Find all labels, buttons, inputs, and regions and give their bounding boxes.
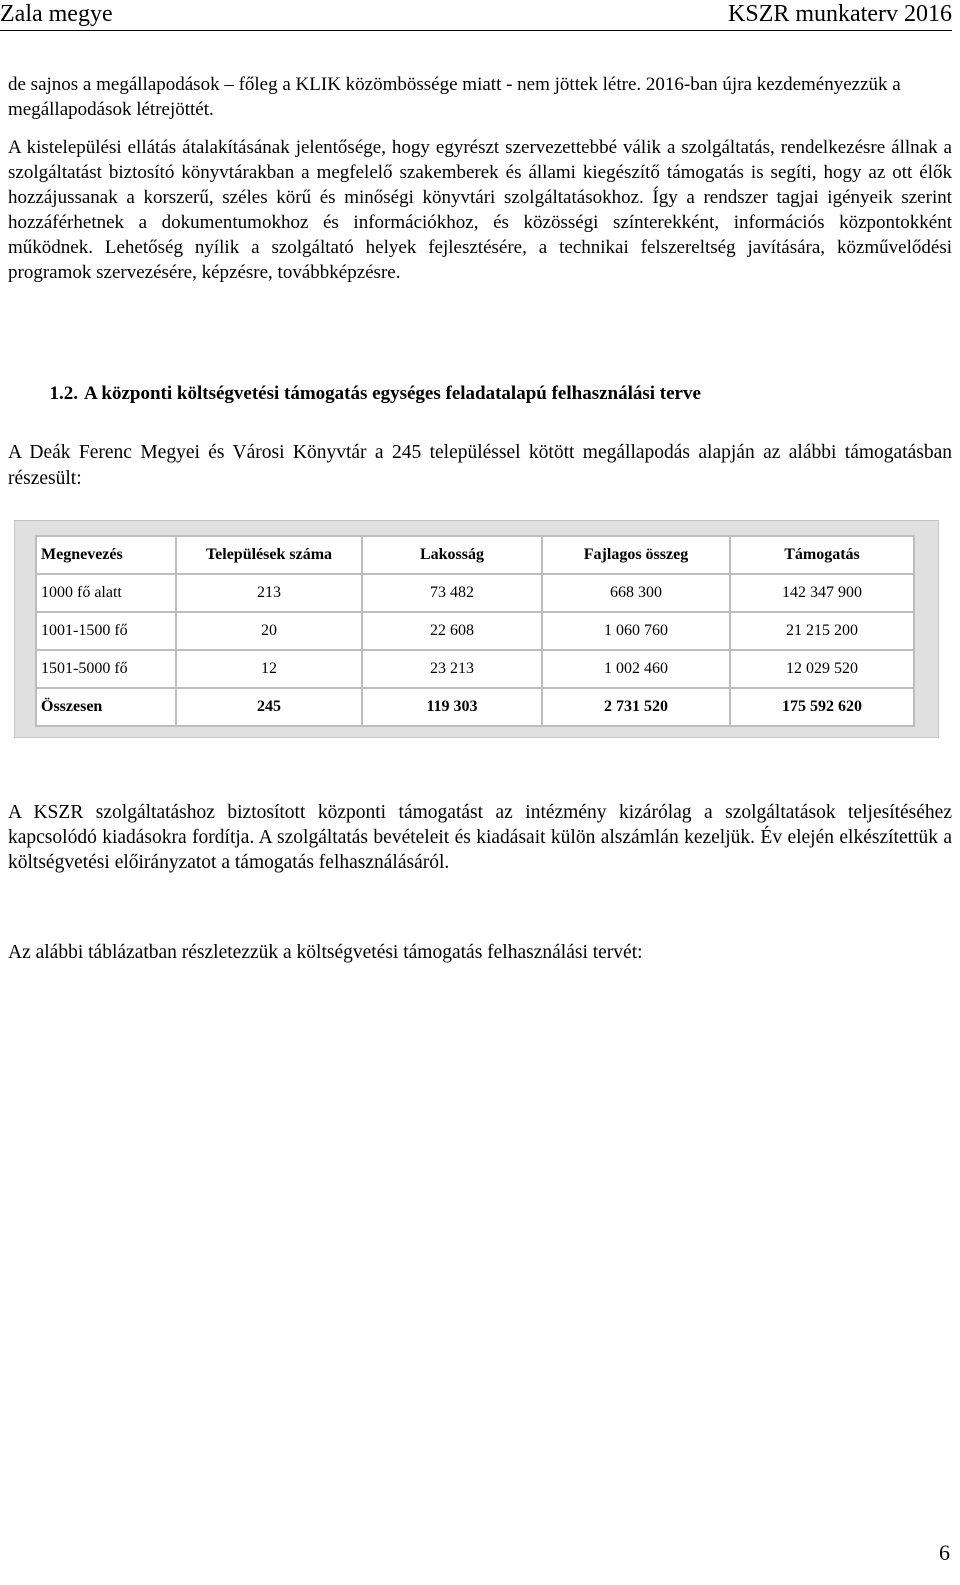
paragraph-agreements: de sajnos a megállapodások – főleg a KLIK közömbössége miatt - nem jöttek létre. 2016-ban újra kezdeményezzük a megállapodások létrejöttét. <box>8 74 901 120</box>
table-total-cell: 245 <box>176 688 362 726</box>
table-header-cell: Támogatás <box>730 536 914 574</box>
paragraph-table-intro: Az alábbi táblázatban részletezzük a költségvetési támogatás felhasználási tervét: <box>8 942 643 963</box>
table-total-cell: 175 592 620 <box>730 688 914 726</box>
table-cell: 142 347 900 <box>730 574 914 612</box>
header-document-title: KSZR munkaterv 2016 <box>728 1 952 27</box>
table-cell: 1 060 760 <box>542 612 730 650</box>
table-total-row <box>36 688 914 726</box>
table-header-cell: Megnevezés <box>36 536 176 574</box>
table-row <box>36 650 914 688</box>
paragraph-significance: A kistelepülési ellátás átalakításának jelentősége, hogy egyrészt szervezettebbé válik a szolgáltatás, rendelkezésre állnak a szolgáltatást biztosító könyvtárakban a megfelelő szakemberek és állami kiegészítő támogatás is segíti, hogy az ott élők hozzájussanak a korszerű, széles körű és minőségi könyvtári szolgáltatásokhoz. Így a rendszer tagjai igényeik szerint hozzáférhetnek a dokumentumokhoz és információkhoz, és közösségi színterekként, információs központokként működnek. Lehetőség nyílik a szolgáltató helyek fejlesztésére, a technikai felszereltség javítására, közművelődési programok szervezésére, képzésre, továbbképzésre. <box>8 137 952 283</box>
support-table <box>35 535 915 727</box>
table-row <box>36 574 914 612</box>
support-table-frame <box>14 520 939 738</box>
table-cell: 668 300 <box>542 574 730 612</box>
section-number: 1.2. <box>49 383 78 404</box>
table-cell: 1000 fő alatt <box>36 574 176 612</box>
table-cell: 23 213 <box>362 650 542 688</box>
table-cell: 21 215 200 <box>730 612 914 650</box>
table-header-cell: Települések száma <box>176 536 362 574</box>
table-cell: 20 <box>176 612 362 650</box>
paragraph-usage: A KSZR szolgáltatáshoz biztosított központi támogatást az intézmény kizárólag a szolgáltatások teljesítéséhez kapcsolódó kiadásokra fordítja. A szolgáltatás bevételeit és kiadásait külön alszámlán kezeljük. Év elején elkészítettük a költségvetési előirányzatot a támogatás felhasználásáról. <box>8 802 952 873</box>
page-header <box>0 0 952 31</box>
table-cell: 73 482 <box>362 574 542 612</box>
page-number: 6 <box>939 1540 950 1565</box>
header-county: Zala megye <box>0 1 113 27</box>
table-header-row <box>36 536 914 574</box>
table-cell: 213 <box>176 574 362 612</box>
section-heading <box>8 381 701 406</box>
table-cell: 1001-1500 fő <box>36 612 176 650</box>
section-title: A központi költségvetési támogatás egységes feladatalapú felhasználási terve <box>84 383 701 404</box>
table-cell: 12 029 520 <box>730 650 914 688</box>
table-header-cell: Fajlagos összeg <box>542 536 730 574</box>
table-cell: 1 002 460 <box>542 650 730 688</box>
table-total-cell: 2 731 520 <box>542 688 730 726</box>
table-total-cell: 119 303 <box>362 688 542 726</box>
table-cell: 12 <box>176 650 362 688</box>
paragraph-support-intro: A Deák Ferenc Megyei és Városi Könyvtár a 245 településsel kötött megállapodás alapján az alábbi támogatásban részesült: <box>8 442 952 489</box>
table-cell: 1501-5000 fő <box>36 650 176 688</box>
table-row <box>36 612 914 650</box>
table-cell: 22 608 <box>362 612 542 650</box>
table-header-cell: Lakosság <box>362 536 542 574</box>
table-total-cell: Összesen <box>36 688 176 726</box>
